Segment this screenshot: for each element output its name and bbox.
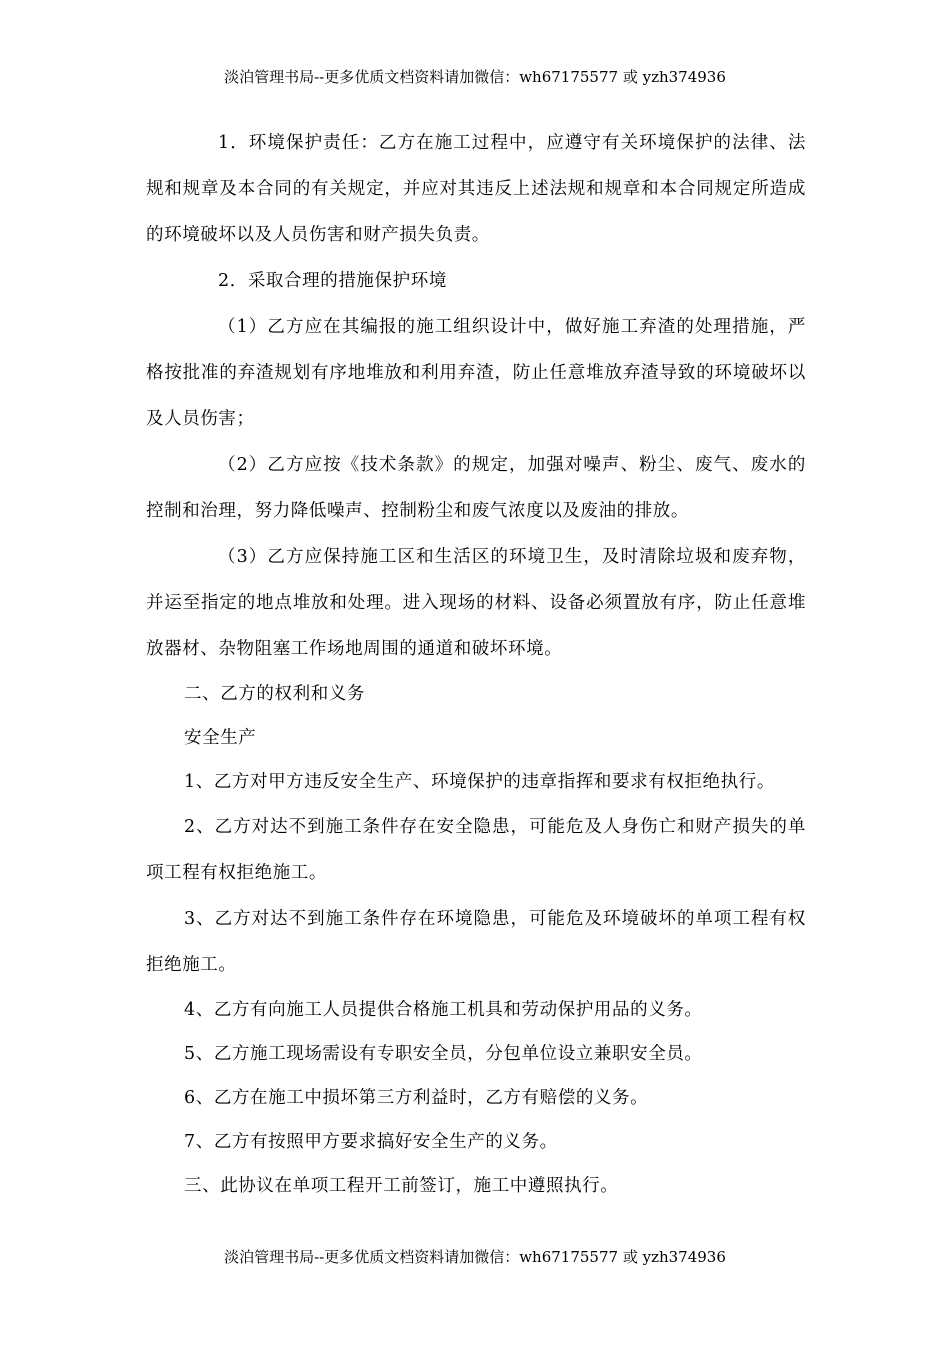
paragraph-env-responsibility: 1．环境保护责任：乙方在施工过程中，应遵守有关环境保护的法律、法规和规章及本合同的有关规定，并应对其违反上述法规和规章和本合同规定所造成的环境破坏以及人员伤害和财产损失负责。: [146, 133, 806, 245]
paragraph-env-measure-1: （1）乙方应在其编报的施工组织设计中，做好施工弃渣的处理措施，严格按批准的弃渣规划有序地堆放和利用弃渣，防止任意堆放弃渣导致的环境破坏以及人员伤害；: [146, 317, 806, 429]
paragraph-duty-7: 7、乙方有按照甲方要求搞好安全生产的义务。: [184, 1132, 558, 1152]
paragraph-env-measure-2: （2）乙方应按《技术条款》的规定，加强对噪声、粉尘、废气、废水的控制和治理，努力降低噪声、控制粉尘和废气浓度以及废油的排放。: [146, 455, 806, 521]
paragraph-right-1: 1、乙方对甲方违反安全生产、环境保护的违章指挥和要求有权拒绝执行。: [184, 772, 775, 792]
paragraph-right-3: 3、乙方对达不到施工条件存在环境隐患，可能危及环境破坏的单项工程有权拒绝施工。: [146, 909, 806, 975]
paragraph-duty-6: 6、乙方在施工中损坏第三方利益时，乙方有赔偿的义务。: [184, 1088, 649, 1108]
paragraph-duty-4: 4、乙方有向施工人员提供合格施工机具和劳动保护用品的义务。: [184, 1000, 703, 1020]
document-body: [146, 120, 806, 1208]
page-header: 淡泊管理书局--更多优质文档资料请加微信：wh67175577 或 yzh374936: [224, 68, 726, 86]
section-title-rights-duties: 二、乙方的权利和义务: [184, 684, 365, 704]
paragraph-right-2: 2、乙方对达不到施工条件存在安全隐患，可能危及人身伤亡和财产损失的单项工程有权拒绝施工。: [146, 817, 806, 883]
page-footer: 淡泊管理书局--更多优质文档资料请加微信：wh67175577 或 yzh374936: [224, 1248, 726, 1266]
paragraph-env-measures-title: 2．采取合理的措施保护环境: [218, 271, 447, 291]
section-3-clause: 三、此协议在单项工程开工前签订，施工中遵照执行。: [184, 1176, 619, 1196]
paragraph-duty-5: 5、乙方施工现场需设有专职安全员，分包单位设立兼职安全员。: [184, 1044, 703, 1064]
paragraph-env-measure-3: （3）乙方应保持施工区和生活区的环境卫生，及时清除垃圾和废弃物，并运至指定的地点堆放和处理。进入现场的材料、设备必须置放有序，防止任意堆放器材、杂物阻塞工作场地周围的通道和破坏环境。: [146, 547, 806, 659]
subsection-title-safety: 安全生产: [184, 728, 257, 748]
